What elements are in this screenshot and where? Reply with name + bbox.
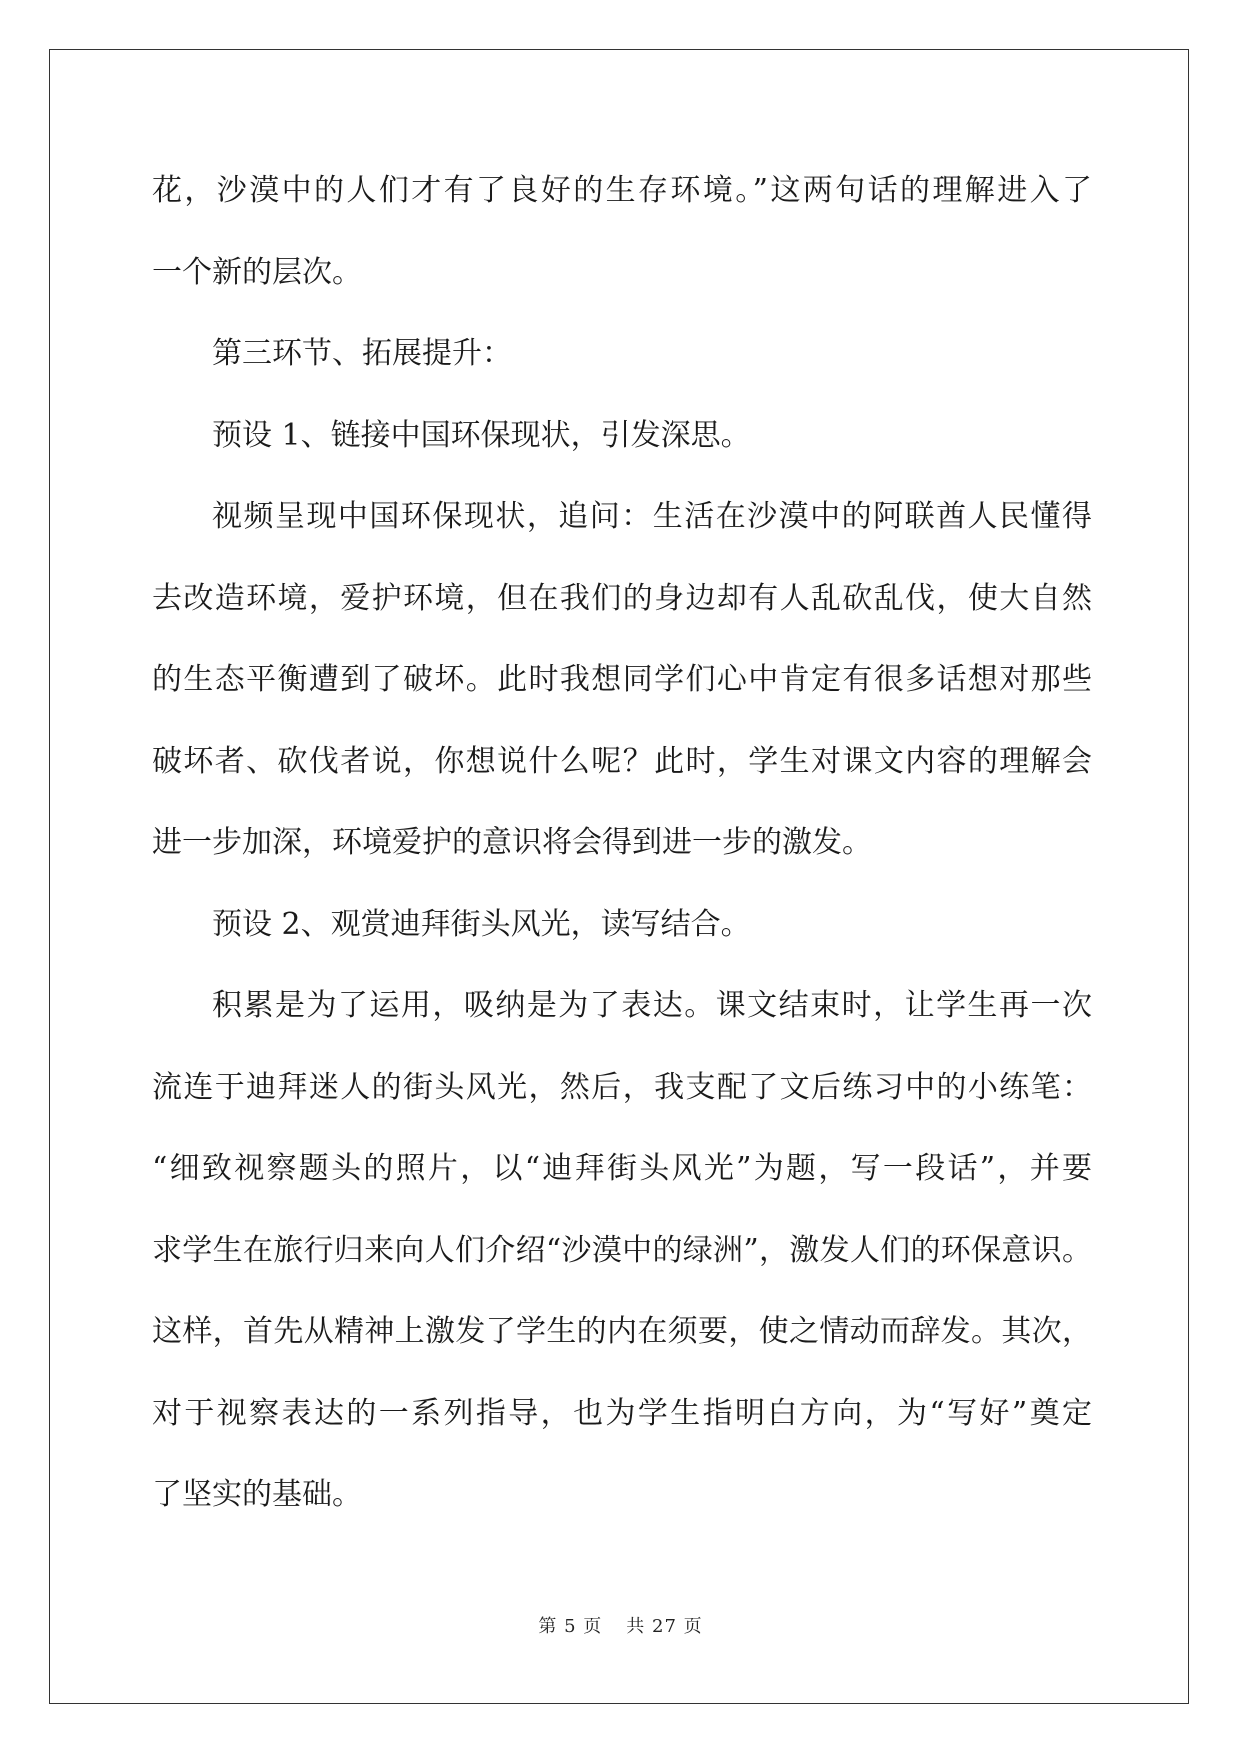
text-line: 视频呈现中国环保现状，追问：生活在沙漠中的阿联酋人民懂得 [212,499,1092,534]
document-body [152,150,1092,1536]
text-line: 了坚实的基础。 [152,1477,362,1512]
subsection-heading: 预设 1、链接中国环保现状，引发深思。 [212,417,751,453]
text-line: 积累是为了运用，吸纳是为了表达。课文结束时，让学生再一次 [212,988,1092,1023]
page-total: 共 27 页 [626,1616,703,1637]
text-line: 的生态平衡遭到了破坏。此时我想同学们心中肯定有很多话想对那些 [152,662,1092,697]
text-line: 求学生在旅行归来向人们介绍“沙漠中的绿洲”，激发人们的环保意识。 [152,1232,1092,1268]
text-line: 花，沙漠中的人们才有了良好的生存环境。”这两句话的理解进入了 [152,173,1092,208]
text-line: 这样，首先从精神上激发了学生的内在须要，使之情动而辞发。其次， [152,1314,1092,1349]
section-heading: 第三环节、拓展提升： [212,336,512,371]
text-line: 破坏者、砍伐者说，你想说什么呢？此时，学生对课文内容的理解会 [152,743,1092,779]
page-number: 第 5 页 [538,1616,603,1637]
page-footer [0,1612,1241,1638]
text-line: 流连于迪拜迷人的街头风光，然后，我支配了文后练习中的小练笔： [152,1069,1092,1105]
text-line: 一个新的层次。 [152,254,362,290]
text-line: 对于视察表达的一系列指导，也为学生指明白方向，为“写好”奠定 [152,1395,1092,1431]
text-line: 进一步加深，环境爱护的意识将会得到进一步的激发。 [152,825,872,860]
text-line: 去改造环境，爱护环境，但在我们的身边却有人乱砍乱伐，使大自然 [152,580,1092,616]
text-line: “细致视察题头的照片，以“迪拜街头风光”为题，写一段话”，并要 [152,1151,1092,1186]
subsection-heading: 预设 2、观赏迪拜街头风光，读写结合。 [212,906,751,942]
